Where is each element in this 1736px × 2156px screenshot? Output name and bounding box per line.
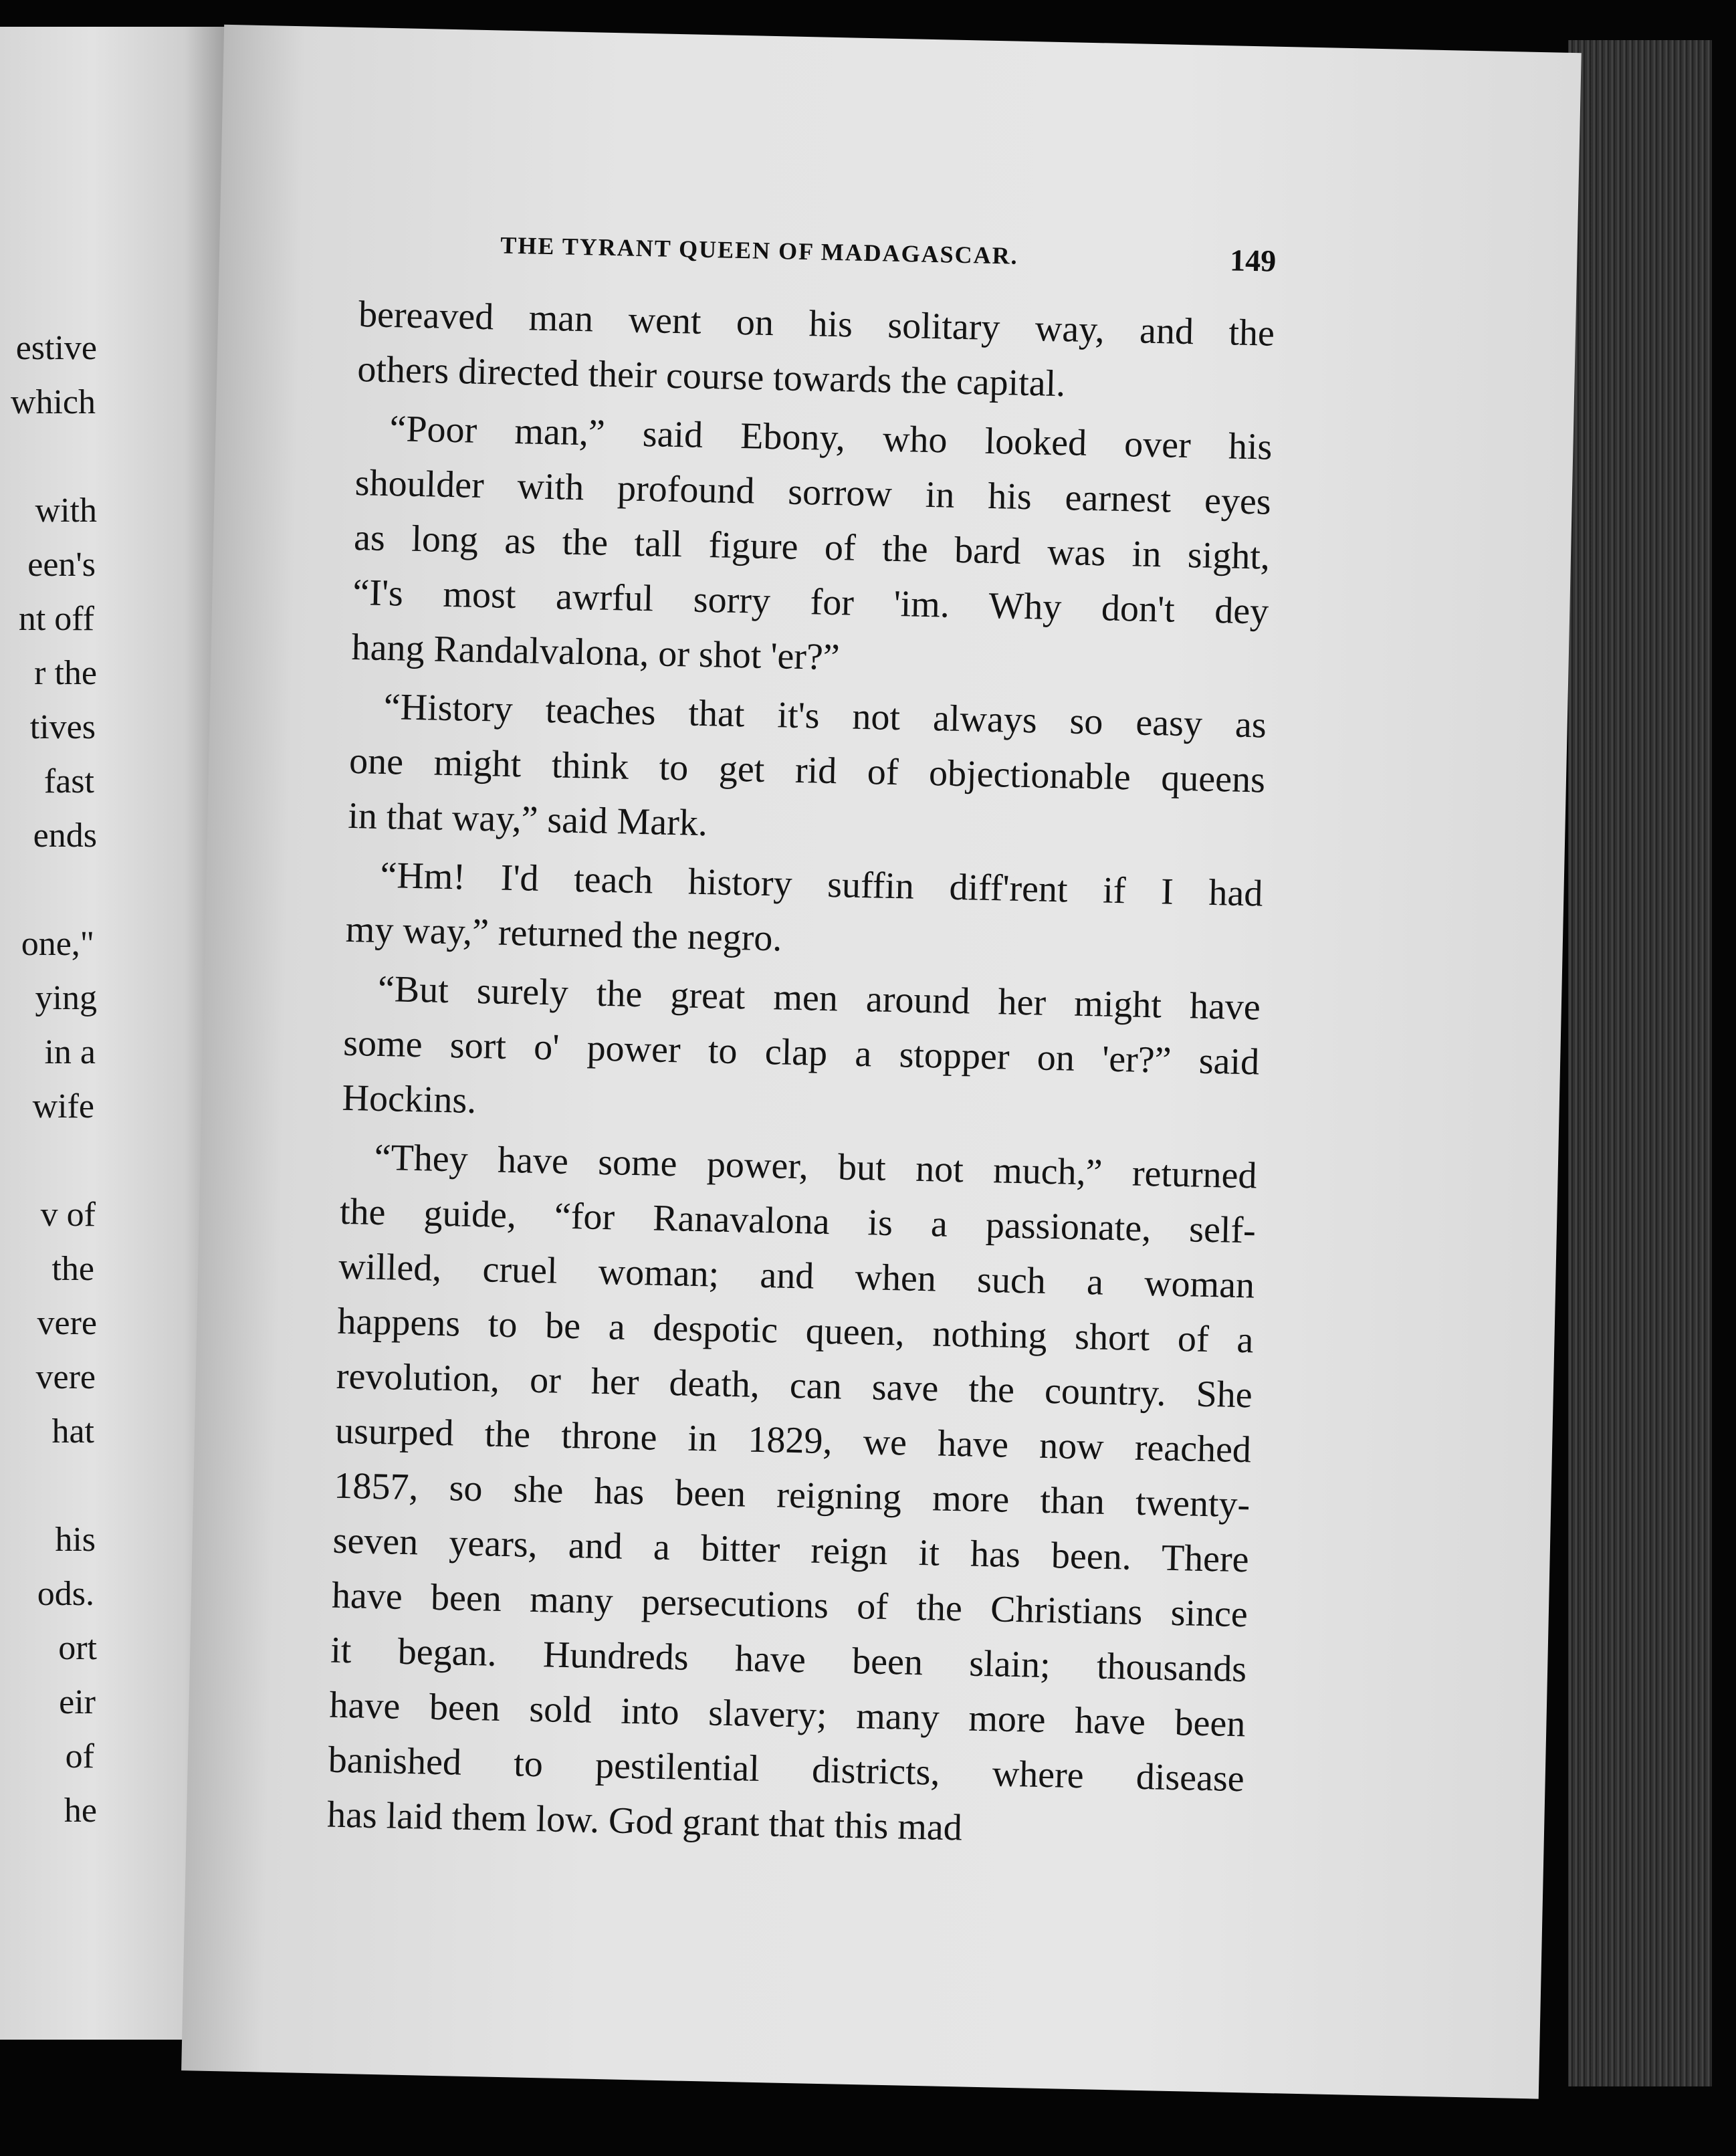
left-page-line-fragment: een's xyxy=(27,546,96,584)
text-line: “I's most awrful sorry for 'im. Why don't dey xyxy=(352,571,1269,633)
text-line: have been many persecutions of the Christians since xyxy=(331,1574,1249,1636)
paragraph xyxy=(342,961,1261,1145)
left-page-line-fragment: fast xyxy=(43,762,94,800)
text-line: banished to pestilential districts, where disease xyxy=(328,1739,1245,1800)
right-page xyxy=(181,25,1582,2099)
paragraph xyxy=(348,679,1267,863)
text-line: others directed their course towards the capital. xyxy=(356,348,1066,405)
text-line: the guide, “for Ranavalona is a passionate, self- xyxy=(339,1190,1257,1252)
text-line: some sort o' power to clap a stopper on 'er?” said xyxy=(342,1022,1260,1083)
text-line: as long as the tall figure of the bard was in sight, xyxy=(353,516,1271,578)
paragraph xyxy=(345,847,1263,976)
left-page-line-fragment: r the xyxy=(34,654,97,692)
paragraph xyxy=(351,401,1273,694)
text-line: happens to be a despotic queen, nothing short of a xyxy=(337,1300,1255,1362)
text-line: it began. Hundreds have been slain; thousands xyxy=(330,1629,1247,1691)
page-edges-stack xyxy=(1568,40,1712,2086)
left-page-line-fragment: with xyxy=(35,492,97,530)
text-line: seven years, and a bitter reign it has been. There xyxy=(332,1519,1250,1581)
text-line: bereaved man went on his solitary way, and the xyxy=(358,294,1275,354)
left-page-line-fragment: ort xyxy=(58,1629,97,1667)
text-line: “They have some power, but not much,” returned xyxy=(374,1136,1258,1197)
text-line: “Poor man,” said Ebony, who looked over his xyxy=(389,408,1273,468)
left-page-line-fragment: the xyxy=(51,1250,94,1288)
page-number: 149 xyxy=(1229,243,1277,278)
left-page-line-fragment: wife xyxy=(32,1087,94,1125)
left-page-line-fragment: his xyxy=(55,1521,96,1559)
paragraph xyxy=(326,1129,1257,1861)
left-page-line-fragment: ends xyxy=(33,817,97,855)
left-page-line-fragment: in a xyxy=(44,1033,96,1071)
text-line: usurped the throne in 1829, we have now reached xyxy=(334,1410,1252,1471)
text-line: shoulder with profound sorrow in his earnest eyes xyxy=(354,461,1272,523)
body-text xyxy=(326,287,1275,1861)
text-line: “But surely the great men around her might have xyxy=(377,968,1261,1029)
left-page-line-fragment: tives xyxy=(29,708,96,746)
text-line: hang Randalvalona, or shot 'er?” xyxy=(351,626,841,679)
left-page-line-fragment: estive xyxy=(15,329,97,367)
left-page-line-fragment: one," xyxy=(21,925,94,963)
text-line: in that way,” said Mark. xyxy=(347,794,708,845)
text-line: “History teaches that it's not always so easy as xyxy=(383,685,1267,746)
paragraph xyxy=(357,287,1275,416)
left-page-line-fragment: which xyxy=(10,383,96,421)
running-head xyxy=(359,228,1276,294)
text-line: 1857, so she has been reigning more than twenty- xyxy=(333,1465,1251,1526)
text-line: “Hm! I'd teach history suffin diff'rent if I had xyxy=(379,854,1263,915)
left-page-line-fragment: hat xyxy=(51,1412,94,1450)
text-line: my way,” returned the negro. xyxy=(345,908,782,960)
running-title: THE TYRANT QUEEN OF MADAGASCAR. xyxy=(500,231,1019,270)
text-line: revolution, or her death, can save the country. She xyxy=(336,1355,1253,1416)
text-line: has laid them low. God grant that this mad xyxy=(326,1794,963,1849)
left-page-line-fragment: ods. xyxy=(37,1575,94,1613)
left-page-line-fragment: of xyxy=(65,1737,94,1775)
text-line: one might think to get rid of objectionable queens xyxy=(348,740,1266,801)
left-page-line-fragment: ying xyxy=(35,979,97,1017)
left-page-line-fragment: eir xyxy=(59,1683,96,1721)
left-page-line-fragment: he xyxy=(64,1792,97,1830)
left-page-line-fragment: nt off xyxy=(18,600,94,638)
text-line: willed, cruel woman; and when such a woman xyxy=(338,1245,1255,1307)
left-page-line-fragment: vere xyxy=(37,1304,97,1342)
text-line: have been sold into slavery; many more have been xyxy=(328,1684,1246,1745)
text-line: Hockins. xyxy=(341,1077,477,1121)
left-page-line-fragment: v of xyxy=(40,1196,96,1234)
left-page-line-fragment: vere xyxy=(35,1358,96,1396)
page-content xyxy=(326,228,1276,1865)
